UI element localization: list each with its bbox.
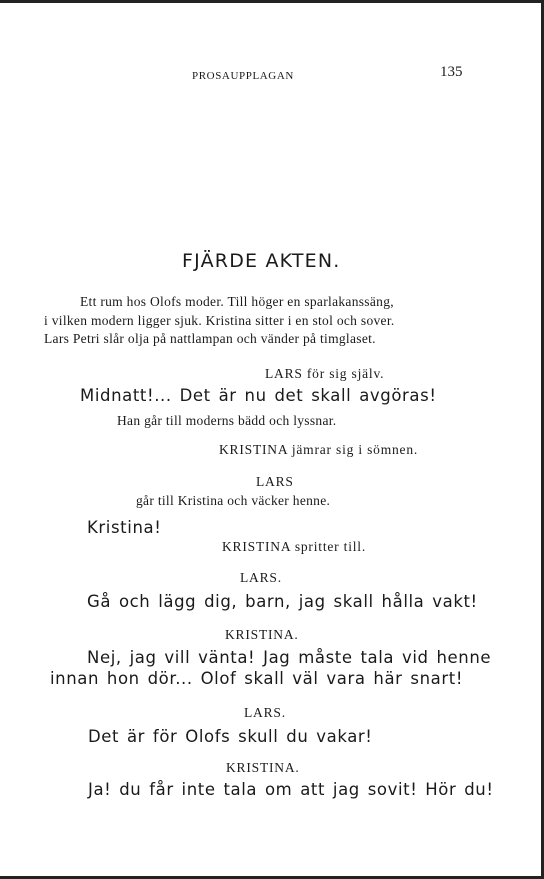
speaker-name: LARS. xyxy=(240,570,282,585)
speaker-direction: KRISTINA spritter till. xyxy=(222,539,367,554)
page-number: 135 xyxy=(440,64,463,80)
stage-direction: går till Kristina och väcker henne. xyxy=(136,493,331,508)
setting-line: Lars Petri slår olja på nattlampan och vänder på timglaset. xyxy=(44,331,376,346)
dialogue-line: Ja! du får inte tala om att jag sovit! Hör du! xyxy=(88,780,494,799)
dialogue-line: innan hon dör... Olof skall väl vara här snart! xyxy=(50,669,464,688)
speaker-name: LARS. xyxy=(244,705,286,720)
dialogue-line: Gå och lägg dig, barn, jag skall hålla vakt! xyxy=(87,592,478,611)
speaker-direction: KRISTINA jämrar sig i sömnen. xyxy=(219,442,419,457)
speaker-name: KRISTINA. xyxy=(225,627,299,642)
speaker-name: KRISTINA. xyxy=(226,760,300,775)
speaker-name: LARS xyxy=(256,474,294,489)
running-head: PROSAUPPLAGAN xyxy=(192,70,294,82)
setting-line: i vilken modern ligger sjuk. Kristina sitter i en stol och sover. xyxy=(44,313,395,328)
act-title: FJÄRDE AKTEN. xyxy=(182,250,341,272)
dialogue-line: Nej, jag vill vänta! Jag måste tala vid henne xyxy=(87,648,492,667)
speaker-direction: LARS för sig själv. xyxy=(265,366,385,381)
dialogue-line: Kristina! xyxy=(87,518,162,537)
stage-direction: Han går till moderns bädd och lyssnar. xyxy=(117,413,337,428)
setting-line: Ett rum hos Olofs moder. Till höger en sparlakanssäng, xyxy=(80,294,394,309)
page-edge-top xyxy=(0,0,544,3)
dialogue-line: Midnatt!... Det är nu det skall avgöras! xyxy=(80,386,437,405)
dialogue-line: Det är för Olofs skull du vakar! xyxy=(88,727,373,746)
